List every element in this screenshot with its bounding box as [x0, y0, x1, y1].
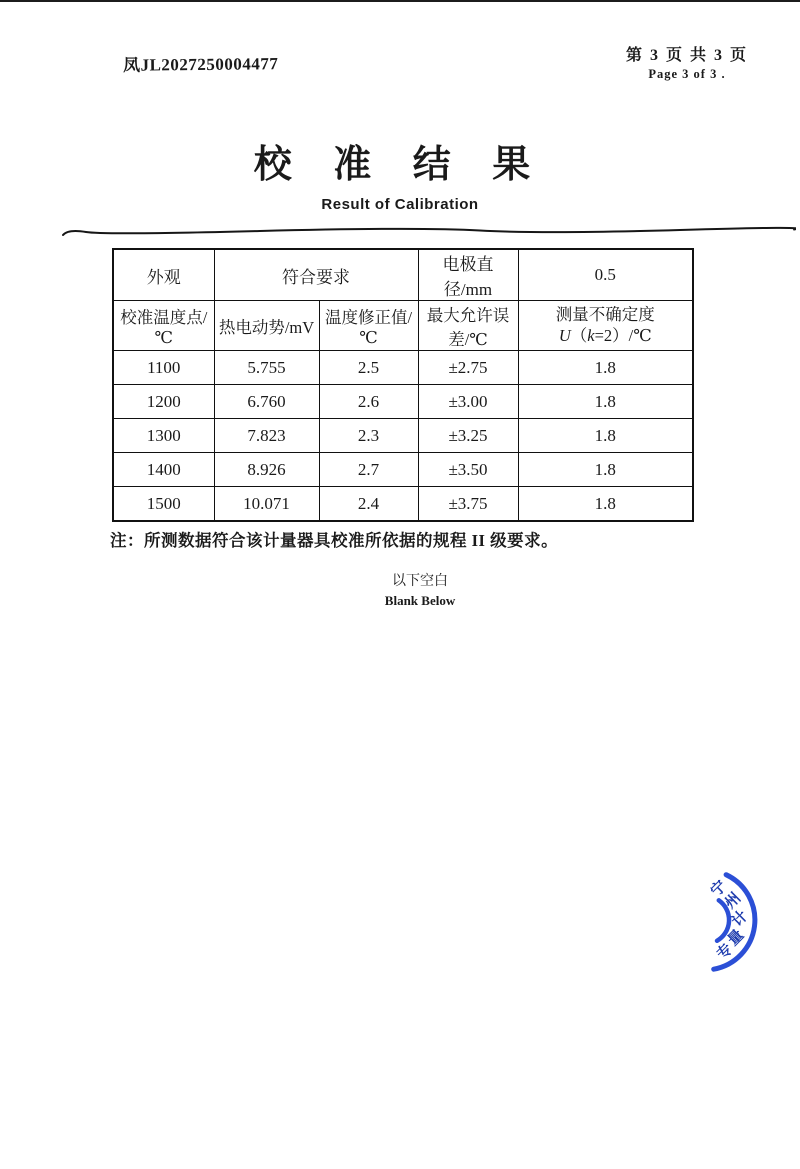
- page-subtitle: Result of Calibration: [321, 196, 479, 213]
- cell-temperature: 1300: [113, 419, 214, 453]
- table-row: [113, 453, 693, 487]
- cell-temperature: 1400: [113, 453, 214, 487]
- cell-correction: 2.4: [319, 487, 418, 522]
- electrode-diameter-value: 0.5: [518, 249, 693, 301]
- table-row: [113, 487, 693, 522]
- page-number-block: [626, 42, 748, 82]
- scan-edge-line: [0, 0, 800, 2]
- cell-emf: 7.823: [214, 419, 319, 453]
- header-uncertainty: [518, 301, 693, 351]
- seal-char: 计: [729, 908, 752, 931]
- cell-correction: 2.3: [319, 419, 418, 453]
- table-row: [113, 385, 693, 419]
- cell-temperature: 1200: [113, 385, 214, 419]
- page-number-en: Page 3 of 3 .: [648, 67, 726, 81]
- cell-uncertainty: 1.8: [518, 385, 693, 419]
- seal-char: 专: [714, 941, 737, 964]
- blank-below-en: Blank Below: [384, 593, 456, 608]
- cell-max-error: ±3.50: [418, 453, 518, 487]
- seal-char: 州: [722, 890, 745, 913]
- cell-uncertainty: 1.8: [518, 419, 693, 453]
- header-max-allowed-error: 最大允许误差/℃: [418, 301, 518, 351]
- cell-temperature: 1500: [113, 487, 214, 522]
- seal-char: 宁: [708, 878, 731, 901]
- certificate-number: 凤JL2027250004477: [122, 54, 279, 75]
- cell-emf: 6.760: [214, 385, 319, 419]
- seal-char: 量: [725, 927, 748, 950]
- cell-max-error: ±3.75: [418, 487, 518, 522]
- cell-correction: 2.7: [319, 453, 418, 487]
- table-row: [113, 419, 693, 453]
- header-thermo-emf: 热电动势/mV: [214, 301, 319, 351]
- table-row-appearance: [113, 249, 693, 301]
- header-uncertainty-line2: U（k=2）/℃: [558, 325, 652, 345]
- cell-max-error: ±3.00: [418, 385, 518, 419]
- title-underline: [60, 226, 796, 238]
- header-uncertainty-line1: 测量不确定度: [555, 304, 655, 324]
- table-header-row: [113, 301, 693, 351]
- blank-below-block: [320, 570, 520, 609]
- cell-temperature: 1100: [113, 351, 214, 385]
- page-number-cn: 第 3 页 共 3 页: [625, 47, 748, 64]
- cell-uncertainty: 1.8: [518, 453, 693, 487]
- cell-emf: 8.926: [214, 453, 319, 487]
- stamp-seal: [668, 842, 800, 1012]
- header-temperature-point: 校准温度点/℃: [113, 301, 214, 351]
- cell-emf: 5.755: [214, 351, 319, 385]
- appearance-value: 符合要求: [214, 249, 418, 301]
- page-title: 校 准 结 果: [253, 144, 547, 186]
- header-temp-correction: 温度修正值/℃: [319, 301, 418, 351]
- calibration-table: [112, 248, 694, 522]
- appearance-label: 外观: [113, 249, 214, 301]
- cell-correction: 2.6: [319, 385, 418, 419]
- cell-uncertainty: 1.8: [518, 351, 693, 385]
- blank-below-cn: 以下空白: [392, 574, 448, 589]
- title-block: [0, 133, 800, 213]
- cell-max-error: ±3.25: [418, 419, 518, 453]
- cell-correction: 2.5: [319, 351, 418, 385]
- cell-uncertainty: 1.8: [518, 487, 693, 522]
- cell-emf: 10.071: [214, 487, 319, 522]
- cell-max-error: ±2.75: [418, 351, 518, 385]
- note-text: 注：所测数据符合该计量器具校准所依据的规程 II 级要求。: [110, 531, 559, 550]
- table-row: [113, 351, 693, 385]
- electrode-diameter-label: 电极直径/mm: [418, 249, 518, 301]
